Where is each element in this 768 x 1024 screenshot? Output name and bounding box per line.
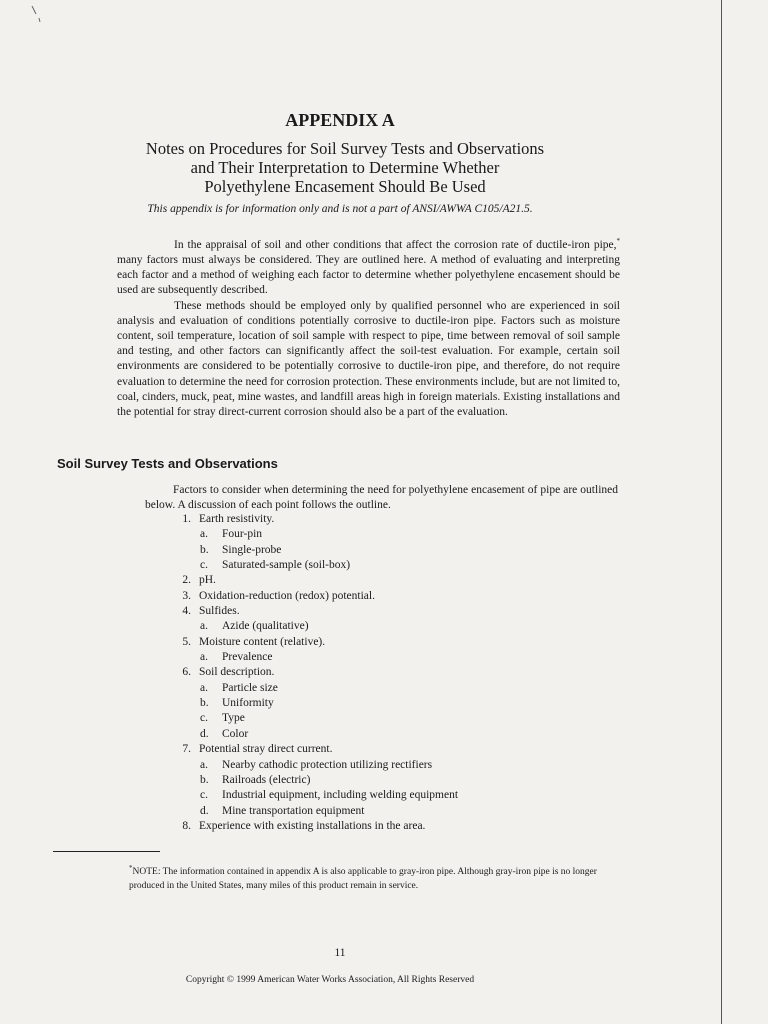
outline-subitem-text: Type <box>222 712 245 725</box>
outline-item-text: Potential stray direct current. <box>199 743 333 756</box>
footnote-marker: * <box>616 237 620 245</box>
outline-subitem <box>0 650 720 665</box>
copyright-notice: Copyright © 1999 American Water Works Association, All Rights Reserved <box>185 975 475 985</box>
outline-subitem-text: Particle size <box>222 681 278 694</box>
outline-subitem-text: Prevalence <box>222 651 273 664</box>
intro-paragraph-2: These methods should be employed only by qualified personnel who are experienced in soil analysis and evaluation of conditions potentially corrosive to ductile-iron pipe. Factors such as moisture content, soil temperature, location of soil sample with respect to pipe, time between removal of soil sample and testing, and other factors can significantly affect the soil-test evaluation. For example, certain soil environments are considered to be potentially corrosive to ductile-iron pipe, and therefore, do not require evaluation to determine the need for corrosion protection. These environments include, but are not limited to, coal, cinders, muck, peat, mine wastes, and landfill areas high in foreign materials. Existing installations and the potential for stray direct-current corrosion should also be a part of the evaluation. <box>117 299 620 419</box>
outline-subitem <box>0 619 720 634</box>
outline-item-text: Sulfides. <box>199 605 240 618</box>
scan-artifact <box>30 4 42 24</box>
appendix-title: APPENDIX A <box>285 110 395 130</box>
footnote-rule <box>53 851 160 852</box>
outline-subitem <box>0 543 720 558</box>
factor-outline-list <box>0 512 720 834</box>
outline-subitem <box>0 804 720 819</box>
outline-item <box>0 512 720 527</box>
outline-subitem <box>0 788 720 803</box>
outline-subitem-text: Azide (qualitative) <box>222 620 309 633</box>
outline-item-number: 7. <box>182 743 191 756</box>
outline-subitem-text: Industrial equipment, including welding equipment <box>222 789 459 802</box>
outline-subitem-letter: b. <box>200 697 209 710</box>
outline-item-number: 3. <box>182 589 191 602</box>
intro-paragraph-1: In the appraisal of soil and other conditions that affect the corrosion rate of ductile-iron pipe,* many factors must always be considered. They are outlined here. A method of evaluating and interpreting each factor and a method of weighing each factor to determine whether polyethylene encasement should be used are subsequently described. <box>117 237 620 297</box>
footnote-label: NOTE: <box>132 867 161 878</box>
outline-item <box>0 589 720 604</box>
outline-item <box>0 665 720 680</box>
outline-subitem <box>0 727 720 742</box>
outline-subitem-letter: b. <box>200 773 209 786</box>
outline-subitem-letter: c. <box>200 712 208 725</box>
appendix-subtitle <box>0 139 690 196</box>
outline-item-text: Oxidation-reduction (redox) potential. <box>199 589 375 602</box>
outline-item-number: 2. <box>182 574 191 587</box>
outline-subitem-text: Saturated-sample (soil-box) <box>222 559 351 572</box>
outline-item <box>0 573 720 588</box>
outline-subitem-text: Uniformity <box>222 697 274 710</box>
outline-item-number: 8. <box>182 819 191 832</box>
intro-text <box>117 234 620 420</box>
section-heading: Soil Survey Tests and Observations <box>57 456 278 471</box>
outline-subitem-text: Color <box>222 727 249 740</box>
outline-subitem-letter: a. <box>200 758 208 771</box>
outline-subitem-letter: d. <box>200 727 209 740</box>
outline-item-number: 1. <box>182 513 191 525</box>
section-lead-paragraph: Factors to consider when determining the need for polyethylene encasement of pipe are outlined below. A discussion of each point follows the outline. <box>145 484 618 512</box>
outline-subitem-letter: c. <box>200 789 208 802</box>
outline-subitem-letter: c. <box>200 559 208 572</box>
outline-item-number: 6. <box>182 666 191 679</box>
subtitle-line: Notes on Procedures for Soil Survey Tests and Observations <box>145 139 545 158</box>
outline-subitem-text: Four-pin <box>222 528 263 541</box>
outline-subitem <box>0 681 720 696</box>
outline-subitem-letter: a. <box>200 528 208 541</box>
page-edge-line <box>721 0 722 1024</box>
outline-subitem-text: Mine transportation equipment <box>222 804 365 817</box>
outline-subitem <box>0 527 720 542</box>
outline-subitem-letter: b. <box>200 543 209 556</box>
outline-item-number: 5. <box>182 635 191 648</box>
outline-subitem-letter: a. <box>200 651 208 664</box>
outline-item <box>0 819 720 834</box>
outline-subitem-letter: a. <box>200 620 208 633</box>
page-number: 11 <box>334 947 346 959</box>
outline-item <box>0 635 720 650</box>
outline-subitem-text: Railroads (electric) <box>222 773 311 786</box>
outline-item-text: Experience with existing installations in the area. <box>199 819 426 832</box>
outline-item-text: pH. <box>199 574 216 587</box>
subtitle-line: and Their Interpretation to Determine Whether <box>190 158 500 177</box>
outline-subitem <box>0 773 720 788</box>
outline-subitem-letter: a. <box>200 681 208 694</box>
outline-subitem <box>0 558 720 573</box>
outline-item-text: Earth resistivity. <box>199 513 275 525</box>
outline-item-number: 4. <box>182 605 191 618</box>
outline-subitem-letter: d. <box>200 804 209 817</box>
outline-subitem <box>0 696 720 711</box>
outline-subitem-text: Nearby cathodic protection utilizing rectifiers <box>222 758 433 771</box>
disclaimer: This appendix is for information only and is not a part of ANSI/AWWA C105/A21.5. <box>147 203 533 215</box>
outline-item <box>0 604 720 619</box>
outline-item <box>0 742 720 757</box>
outline-subitem <box>0 711 720 726</box>
outline-subitem-text: Single-probe <box>222 543 282 556</box>
outline-subitem <box>0 758 720 773</box>
subtitle-line: Polyethylene Encasement Should Be Used <box>204 177 486 196</box>
footnote: *NOTE: The information contained in appendix A is also applicable to gray-iron pipe. Although gray-iron pipe is no longer produced in the United States, many miles of this product remain in service. <box>129 864 597 892</box>
outline-item-text: Moisture content (relative). <box>199 635 326 648</box>
outline-item-text: Soil description. <box>199 666 275 679</box>
